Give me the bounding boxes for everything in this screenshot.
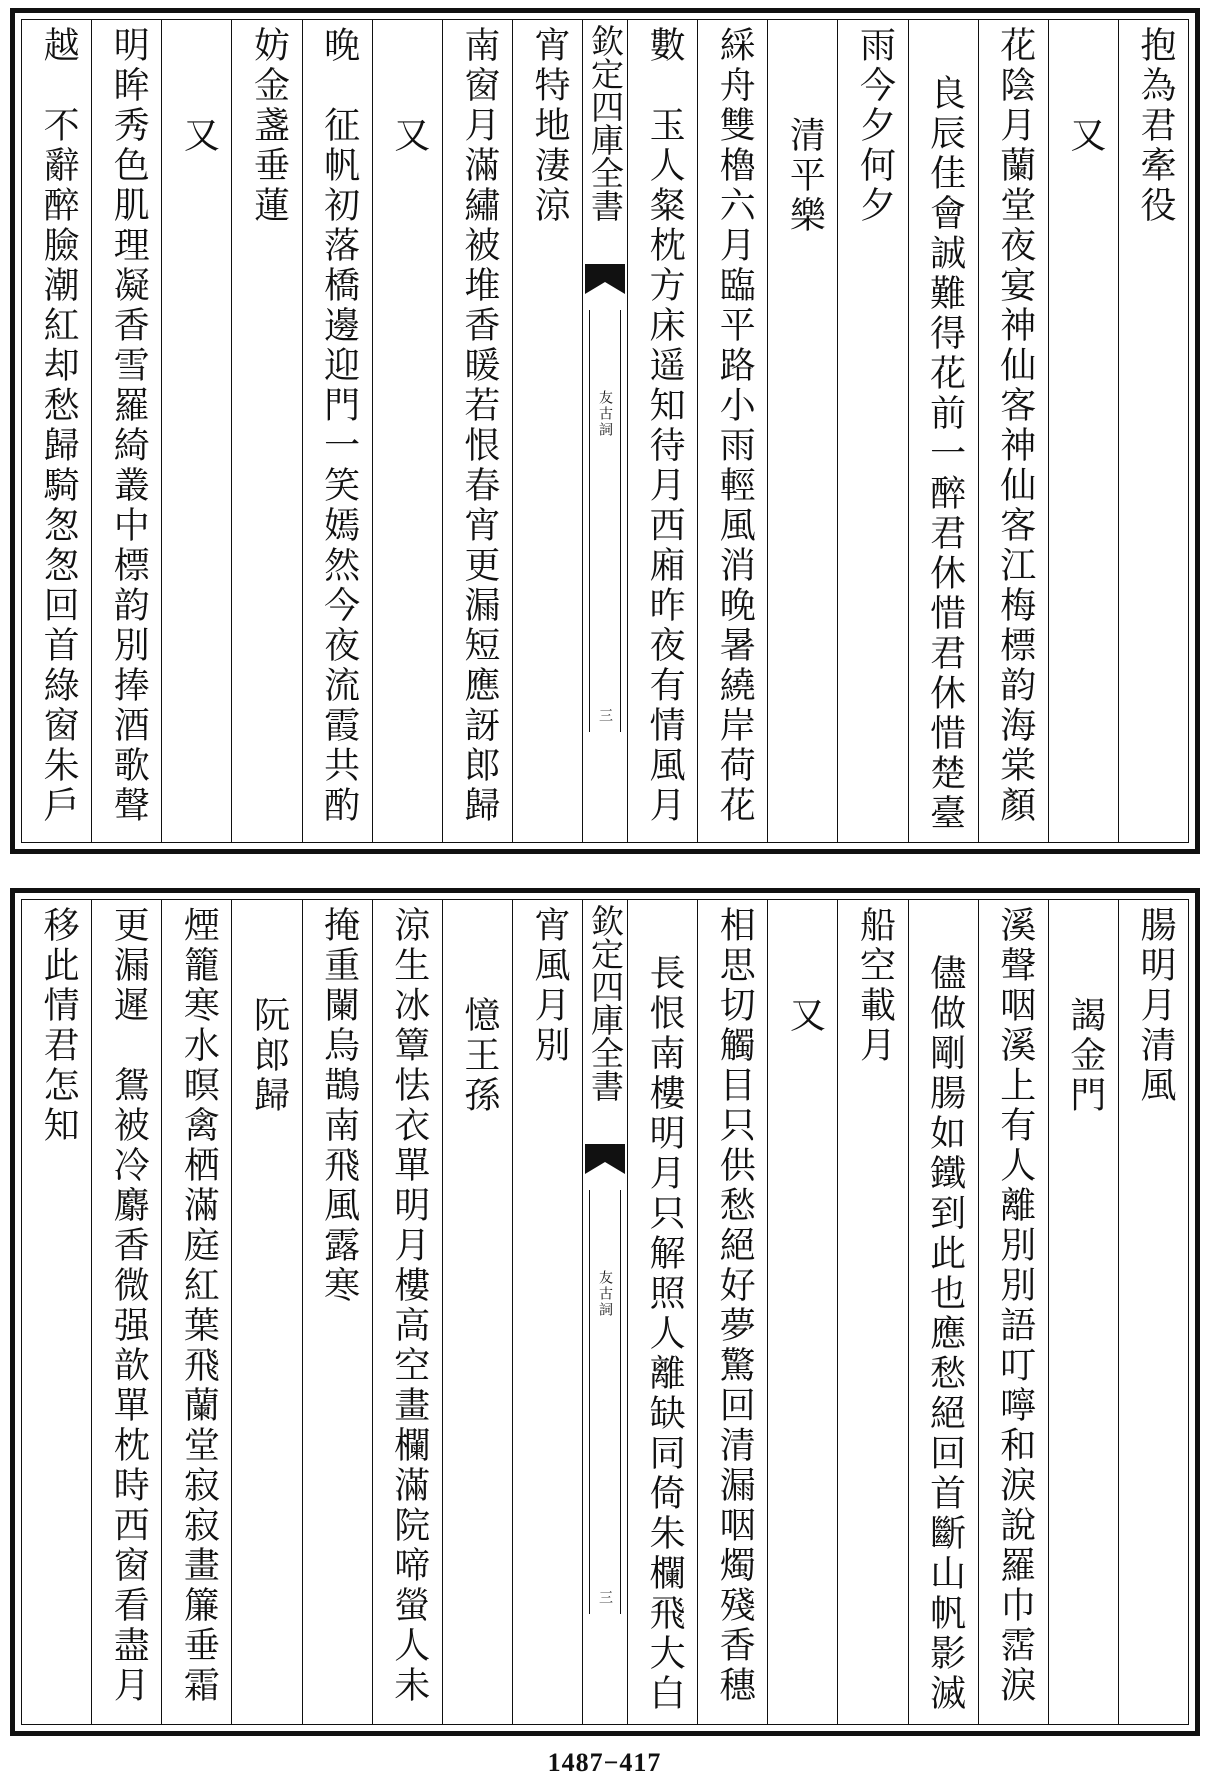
column-text: 宵特地淒涼	[529, 26, 570, 226]
column-text: 晚 征帆初落橋邊迎門一笑嫣然今夜流霞共酌	[318, 26, 360, 826]
book-title: 欽定四庫全書	[586, 904, 625, 1102]
column-text: 掩重闌烏鵲南飛風露寒	[318, 906, 360, 1306]
column	[372, 900, 442, 1724]
page-bottom	[10, 888, 1200, 1736]
column	[978, 20, 1048, 842]
column	[1118, 900, 1188, 1724]
column	[1048, 900, 1118, 1724]
fold-column	[582, 900, 627, 1724]
column	[22, 20, 91, 842]
column-text: 儘做剛腸如鐵到此也應愁絕回首斷山帆影滅	[924, 954, 966, 1714]
column-text: 南窗月滿繡被堆香暖若恨春宵更漏短應訝郎歸	[458, 26, 500, 826]
column-text: 船空載月	[854, 906, 896, 1066]
column-text: 相思切觸目只供愁絕好夢驚回清漏咽燭殘香穗	[714, 906, 756, 1706]
column-text: 溪聲咽溪上有人離別別語叮嚀和淚說羅巾霑淚	[994, 906, 1036, 1706]
column	[161, 900, 231, 1724]
column-text: 明眸秀色肌理凝香雪羅綺叢中標韵別捧酒歌聲	[108, 26, 150, 826]
column	[908, 900, 978, 1724]
column	[91, 20, 161, 842]
column-text: 花陰月蘭堂夜宴神仙客神仙客江梅標韵海棠顏	[994, 26, 1036, 826]
page-number: 三	[597, 708, 613, 722]
footer-code: 1487−417	[547, 1748, 662, 1777]
column-text: 更漏遲 鴛被冷麝香微强歆單枕時西窗看盡月	[108, 906, 150, 1706]
fishtail-mark-icon	[585, 264, 625, 304]
column-text: 憶王孫	[458, 996, 500, 1116]
column	[697, 900, 767, 1724]
column	[837, 900, 907, 1724]
column	[161, 20, 231, 842]
column-text: 清平樂	[784, 116, 826, 236]
column	[442, 20, 512, 842]
column	[767, 20, 837, 842]
columns-top	[21, 19, 1189, 843]
column-text: 又	[178, 116, 220, 156]
column	[231, 20, 301, 842]
page-number: 三	[597, 1590, 613, 1604]
column	[302, 900, 372, 1724]
fold-column	[582, 20, 627, 842]
column-text: 宵風月別	[529, 906, 570, 1066]
column-text: 腸明月清風	[1135, 906, 1176, 1106]
column	[767, 900, 837, 1724]
column-text: 涼生冰簟怯衣單明月樓高空畫欄滿院啼螢人未	[388, 906, 430, 1706]
column	[442, 900, 512, 1724]
column	[697, 20, 767, 842]
book-title: 欽定四庫全書	[586, 24, 625, 222]
column-text: 綵舟雙櫓六月臨平路小雨輕風消晚暑繞岸荷花	[714, 26, 756, 826]
column	[512, 20, 582, 842]
column-text: 抱為君牽役	[1135, 26, 1176, 226]
column-text: 長恨南樓明月只解照人離缺同倚朱欄飛大白	[644, 954, 686, 1714]
column	[627, 900, 697, 1724]
column-text: 雨今夕何夕	[854, 26, 896, 226]
column-text: 謁金門	[1064, 996, 1106, 1116]
column-text: 又	[1064, 116, 1106, 156]
column	[302, 20, 372, 842]
column-text: 數 玉人粲枕方床遥知待月西廂昨夜有情風月	[644, 26, 686, 826]
column	[627, 20, 697, 842]
column	[908, 20, 978, 842]
work-title: 友古詞	[597, 1270, 613, 1318]
column-text: 良辰佳會誠難得花前一醉君休惜君休惜楚臺	[924, 74, 966, 834]
column	[372, 20, 442, 842]
work-title: 友古詞	[597, 390, 613, 438]
column-text: 又	[388, 116, 430, 156]
column	[91, 900, 161, 1724]
column-text: 阮郎歸	[248, 996, 290, 1116]
column	[22, 900, 91, 1724]
page-top	[10, 8, 1200, 854]
column	[512, 900, 582, 1724]
fishtail-mark-icon	[585, 1144, 625, 1184]
fold-inner-rule	[589, 1190, 621, 1614]
columns-bottom	[21, 899, 1189, 1725]
column-text: 越 不辭醉臉潮紅却愁歸騎怱怱回首綠窗朱戶	[38, 26, 80, 826]
fold-inner-rule	[589, 310, 621, 732]
column	[837, 20, 907, 842]
column-text: 又	[784, 996, 826, 1036]
column-text: 移此情君怎知	[38, 906, 80, 1146]
column	[1118, 20, 1188, 842]
column	[1048, 20, 1118, 842]
column	[978, 900, 1048, 1724]
column	[231, 900, 301, 1724]
column-text: 妨金盞垂蓮	[248, 26, 290, 226]
column-text: 煙籠寒水暝禽栖滿庭紅葉飛蘭堂寂寂畫簾垂霜	[178, 906, 220, 1706]
